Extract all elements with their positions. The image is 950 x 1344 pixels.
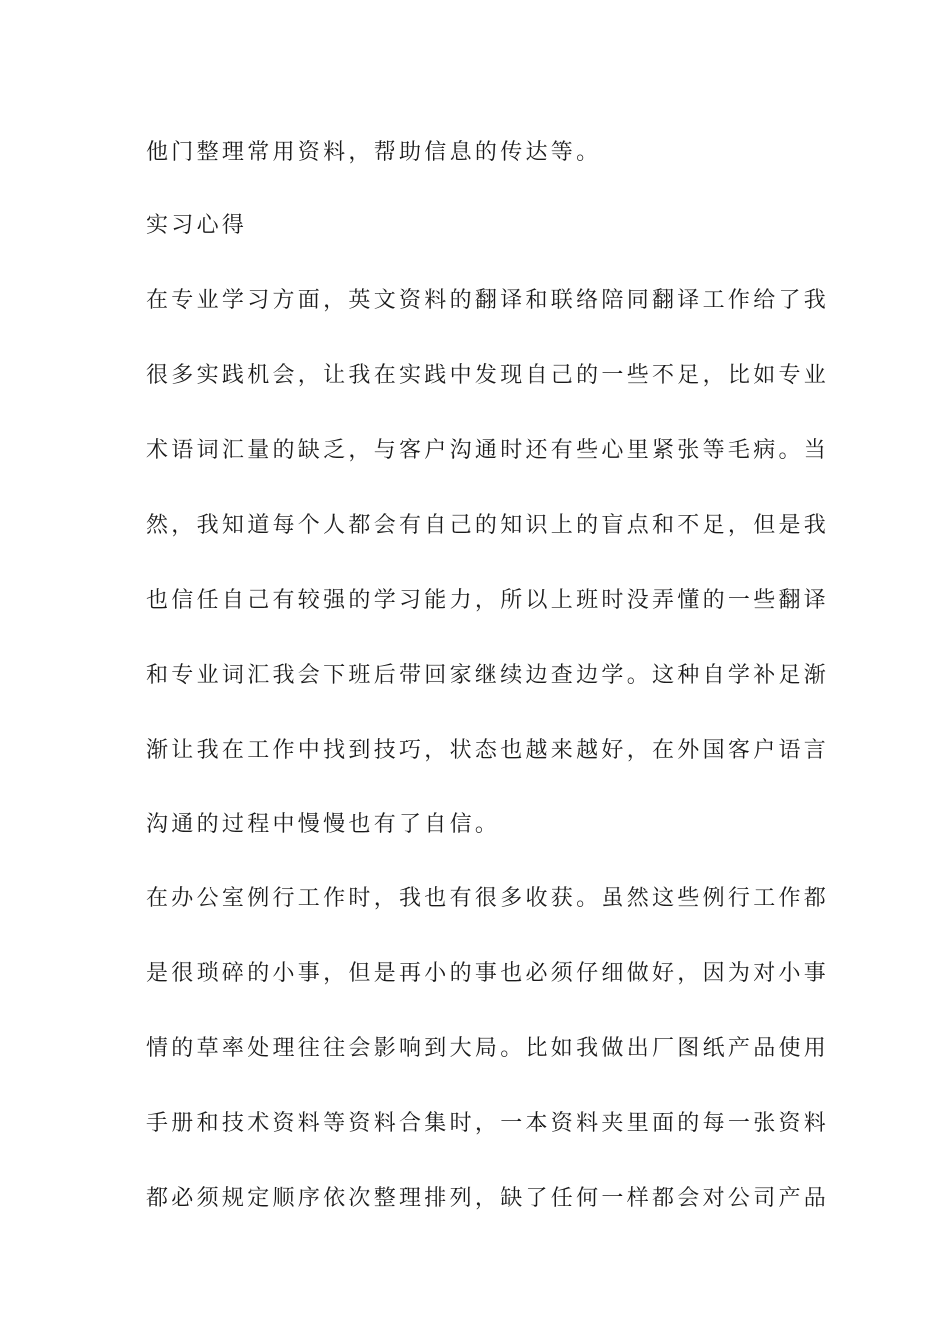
paragraph-line-5: 术语词汇量的缺乏，与客户沟通时还有些心里紧张等毛病。当 [146,438,830,463]
paragraph-line-14: 手册和技术资料等资料合集时，一本资料夹里面的每一张资料 [146,1111,830,1136]
paragraph-line-1: 他门整理常用资料，帮助信息的传达等。 [146,140,602,165]
paragraph-line-15: 都必须规定顺序依次整理排列，缺了任何一样都会对公司产品 [146,1186,830,1211]
paragraph-line-9: 渐让我在工作中找到技巧，状态也越来越好，在外国客户语言 [146,738,830,763]
paragraph-line-13: 情的草率处理往往会影响到大局。比如我做出厂图纸产品使用 [146,1036,830,1061]
paragraph-line-4: 很多实践机会，让我在实践中发现自己的一些不足，比如专业 [146,363,830,388]
paragraph-line-11: 在办公室例行工作时，我也有很多收获。虽然这些例行工作都 [146,886,830,911]
paragraph-line-7: 也信任自己有较强的学习能力，所以上班时没弄懂的一些翻译 [146,588,830,613]
section-heading: 实习心得 [146,213,248,238]
paragraph-line-10: 沟通的过程中慢慢也有了自信。 [146,812,501,837]
paragraph-line-12: 是很琐碎的小事，但是再小的事也必须仔细做好，因为对小事 [146,961,830,986]
paragraph-line-8: 和专业词汇我会下班后带回家继续边查边学。这种自学补足渐 [146,663,830,688]
paragraph-line-3: 在专业学习方面，英文资料的翻译和联络陪同翻译工作给了我 [146,288,830,313]
paragraph-line-6: 然，我知道每个人都会有自己的知识上的盲点和不足，但是我 [146,513,830,538]
